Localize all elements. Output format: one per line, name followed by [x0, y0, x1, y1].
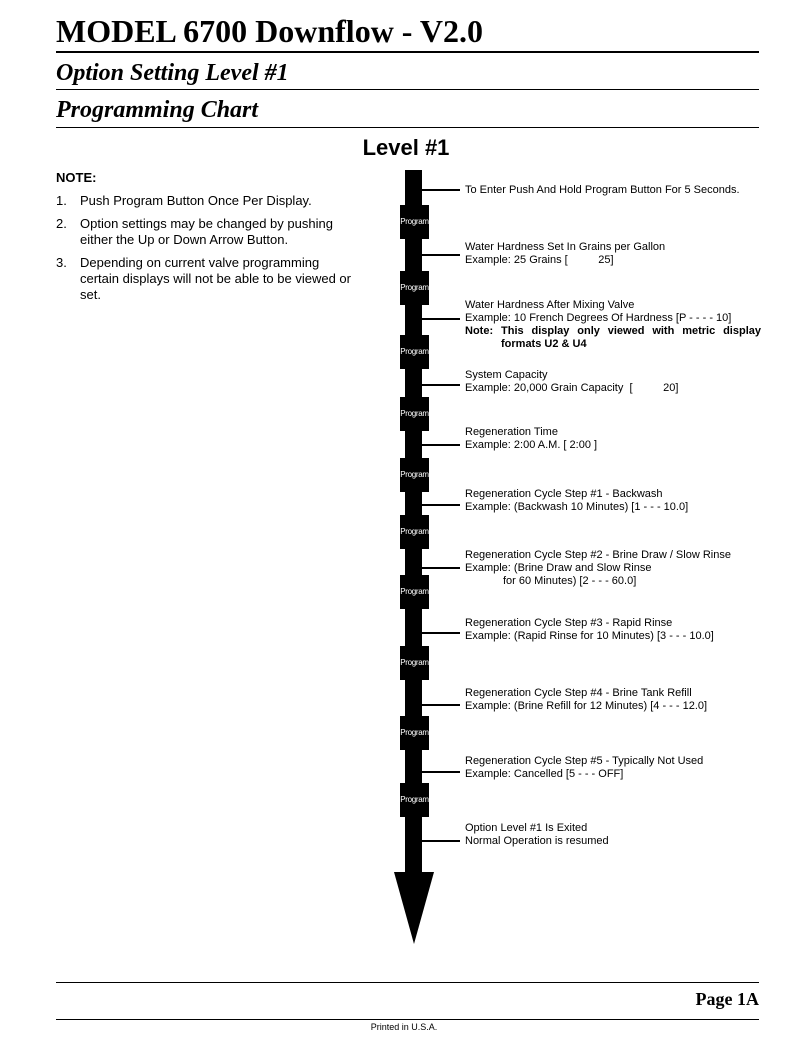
- step-text: To Enter Push And Hold Program Button For 5 Seconds.: [465, 184, 740, 196]
- flow-line-segment: [405, 680, 422, 716]
- step-example: Example: Cancelled [5 - - - OFF]: [465, 768, 624, 780]
- subtitle-rule: [56, 89, 759, 90]
- program-button: Program: [400, 575, 429, 609]
- note-text: Push Program Button Once Per Display.: [80, 193, 312, 208]
- connector-line: [422, 254, 460, 256]
- step-title: Water Hardness Set In Grains per Gallon: [465, 241, 666, 253]
- step-title: System Capacity: [465, 369, 548, 381]
- step-example: Example: (Brine Refill for 12 Minutes) [4 - - - 12.0]: [465, 700, 708, 712]
- flow-line-segment: [405, 609, 422, 646]
- step-example: Normal Operation is resumed: [465, 835, 609, 847]
- connector-line: [422, 384, 460, 386]
- note-text: Option settings may be changed by pushing either the Up or Down Arrow Button.: [80, 216, 333, 247]
- connector-line: [422, 444, 460, 446]
- chart-subtitle: Programming Chart: [56, 97, 259, 123]
- step-title: Option Level #1 Is Exited: [465, 822, 588, 834]
- step-title: Regeneration Cycle Step #3 - Rapid Rinse: [465, 617, 673, 629]
- flow-line-segment: [405, 305, 422, 335]
- note-item: [56, 216, 356, 248]
- step-title: Water Hardness After Mixing Valve: [465, 299, 635, 311]
- program-button: Program: [400, 205, 429, 239]
- flow-line-segment: [405, 369, 422, 397]
- footer-rule: [56, 1019, 759, 1020]
- connector-line: [422, 318, 460, 320]
- flow-line-segment: [405, 549, 422, 575]
- step-note-text: This display only viewed with metric display formats U2 & U4: [501, 325, 761, 350]
- step-description: [465, 488, 761, 514]
- note-item: [56, 255, 356, 303]
- connector-line: [422, 704, 460, 706]
- step-description: [465, 241, 761, 267]
- printed-in-label: Printed in U.S.A.: [370, 1022, 438, 1032]
- program-button: Program: [400, 515, 429, 549]
- footer-rule: [56, 982, 759, 983]
- note-text: Depending on current valve programming certain displays will not be able to be viewed or set.: [80, 255, 351, 302]
- step-note-label: Note:: [465, 325, 494, 337]
- step-example: Example: 10 French Degrees Of Hardness [P - - - - 10]: [465, 312, 732, 324]
- program-button: Program: [400, 335, 429, 369]
- step-description: [465, 687, 761, 713]
- step-title: Regeneration Cycle Step #2 - Brine Draw / Slow Rinse: [465, 549, 731, 561]
- program-button: Program: [400, 783, 429, 817]
- connector-line: [422, 632, 460, 634]
- program-button: Program: [400, 397, 429, 431]
- step-description: [465, 299, 761, 351]
- flow-line-segment: [405, 431, 422, 458]
- step-description: [465, 617, 761, 643]
- connector-line: [422, 504, 460, 506]
- step-description: [465, 549, 761, 588]
- title-rule: [56, 51, 759, 53]
- step-title: Regeneration Cycle Step #1 - Backwash: [465, 488, 663, 500]
- note-number: 2.: [56, 216, 67, 231]
- note-item: [56, 193, 356, 209]
- connector-line: [422, 771, 460, 773]
- note-number: 1.: [56, 193, 67, 208]
- step-note: [465, 325, 761, 351]
- step-example: Example: 20,000 Grain Capacity [ 20]: [465, 382, 679, 394]
- subtitle-rule: [56, 127, 759, 128]
- connector-line: [422, 567, 460, 569]
- step-example: Example: 2:00 A.M. [ 2:00 ]: [465, 439, 598, 451]
- step-title: Regeneration Cycle Step #4 - Brine Tank Refill: [465, 687, 692, 699]
- step-title: Regeneration Cycle Step #5 - Typically Not Used: [465, 755, 704, 767]
- flow-line-segment: [405, 170, 422, 205]
- flow-line-segment: [405, 492, 422, 515]
- note-block: [56, 170, 356, 310]
- step-example: Example: (Rapid Rinse for 10 Minutes) [3 - - - 10.0]: [465, 630, 714, 642]
- step-description: [465, 369, 761, 395]
- note-heading: NOTE:: [56, 170, 97, 185]
- step-example: Example: 25 Grains [ 25]: [465, 254, 614, 266]
- program-button: Program: [400, 271, 429, 305]
- step-title: Regeneration Time: [465, 426, 558, 438]
- program-button: Program: [400, 646, 429, 680]
- flow-line-segment: [405, 817, 422, 877]
- document-title: MODEL 6700 Downflow - V2.0: [56, 13, 483, 49]
- note-number: 3.: [56, 255, 67, 270]
- level-heading: Level #1: [362, 135, 450, 160]
- step-description: [465, 184, 761, 197]
- section-subtitle: Option Setting Level #1: [56, 60, 289, 86]
- step-description: [465, 822, 761, 848]
- program-button: Program: [400, 458, 429, 492]
- step-description: [465, 426, 761, 452]
- step-example: Example: (Backwash 10 Minutes) [1 - - - 10.0]: [465, 501, 689, 513]
- connector-line: [422, 840, 460, 842]
- step-example: Example: (Brine Draw and Slow Rinse: [465, 562, 652, 574]
- step-example-continued: for 60 Minutes) [2 - - - 60.0]: [503, 575, 637, 587]
- step-description: [465, 755, 761, 781]
- page-number: Page 1A: [695, 989, 759, 1009]
- flow-line-segment: [405, 239, 422, 271]
- connector-line: [422, 189, 460, 191]
- flow-line-segment: [405, 750, 422, 783]
- down-arrow-icon: [394, 872, 434, 944]
- program-button: Program: [400, 716, 429, 750]
